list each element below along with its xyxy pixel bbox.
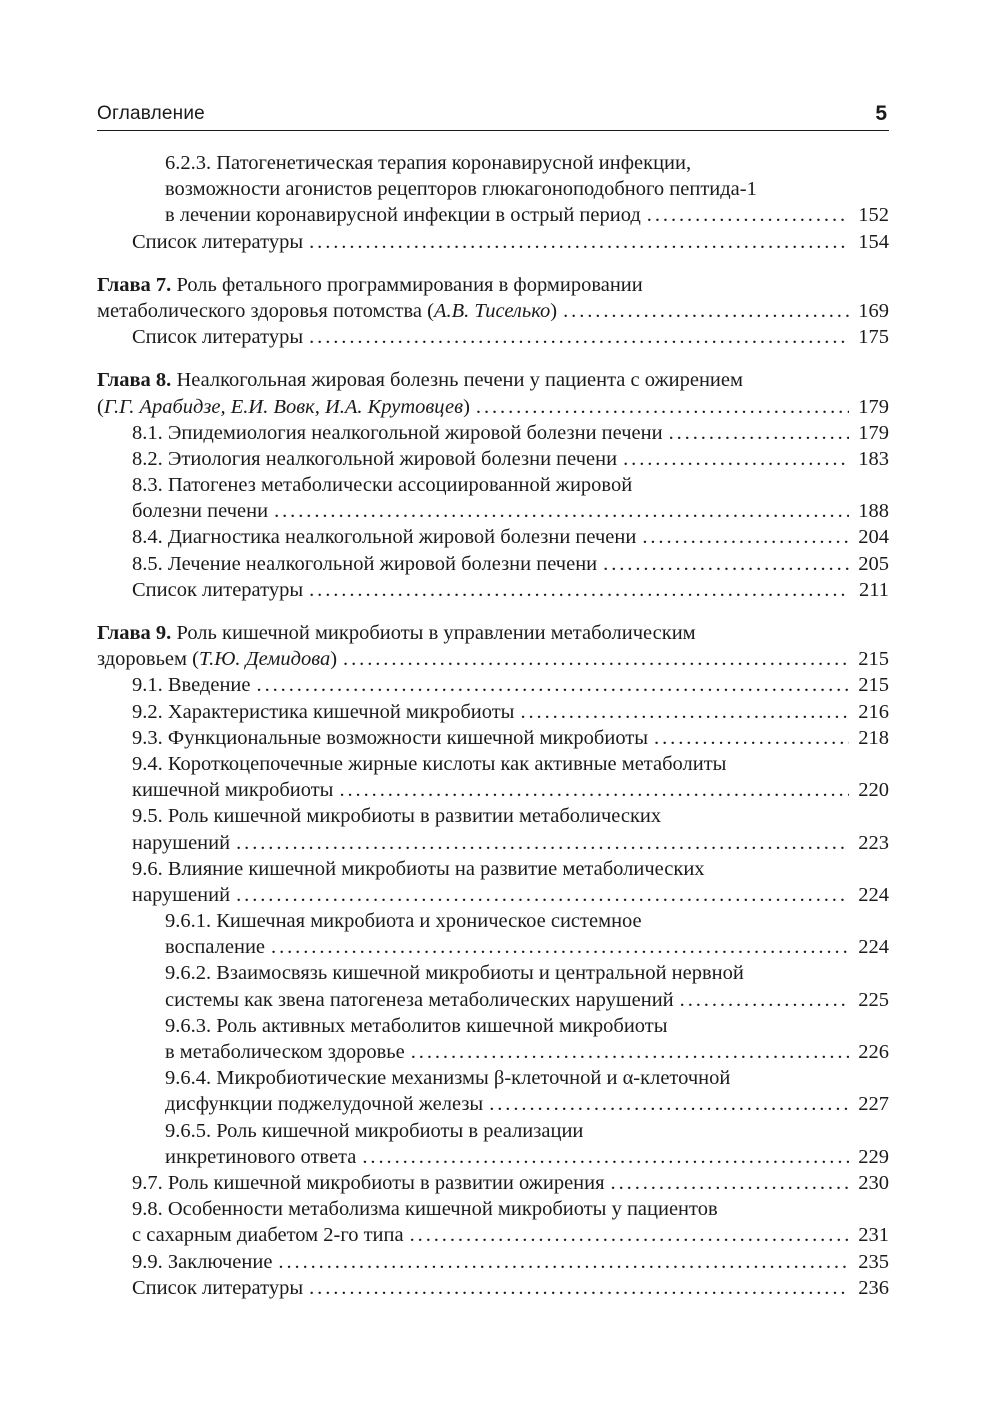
dot-leader (647, 202, 849, 228)
toc-entry-8-4[interactable]: 8.4. Диагностика неалкогольной жировой болезни печени . . . 204 (97, 524, 889, 550)
page-ref: 205 (858, 552, 889, 575)
dot-leader (563, 298, 849, 324)
page-ref: 229 (858, 1145, 889, 1168)
dot-leader (309, 577, 849, 603)
toc-entry-9-6[interactable]: нарушений . . . 224 (97, 882, 889, 908)
page-ref: 175 (858, 326, 889, 349)
dot-leader (309, 324, 849, 350)
toc-entry-references-ch9[interactable]: Список литературы . . . 236 (97, 1275, 889, 1301)
page-ref: 204 (858, 526, 889, 549)
toc-entry-9-8-line-1: 9.8. Особенности метаболизма кишечной микробиоты у пациентов (132, 1198, 718, 1221)
section-title: Оглавление (97, 103, 205, 124)
toc-chapter-9-line-1[interactable]: Глава 9. Роль кишечной микробиоты в управлении метаболическим (97, 622, 696, 644)
toc-entry-9-1[interactable]: 9.1. Введение . . . 215 (97, 672, 889, 698)
toc-entry-6-2-3-line-1: 6.2.3. Патогенетическая терапия коронавирусной инфекции, (165, 152, 692, 174)
toc-entry-9-6-3[interactable]: в метаболическом здоровье . . . 226 (97, 1039, 889, 1065)
dot-leader (257, 672, 849, 698)
page-ref: 220 (858, 779, 889, 802)
chapter-label: Глава 7. (97, 273, 172, 296)
toc-block-chapter-6-continued (97, 150, 889, 255)
page-ref: 225 (858, 988, 889, 1011)
toc-entry-9-8[interactable]: с сахарным диабетом 2-го типа . . . 231 (97, 1222, 889, 1248)
toc-entry-9-6-1-line-1: 9.6.1. Кишечная микробиота и хроническое системное (165, 910, 642, 933)
toc-entry-8-5[interactable]: 8.5. Лечение неалкогольной жировой болезни печени . . . 205 (97, 551, 889, 577)
chapter-author: Т.Ю. Демидова (198, 648, 331, 671)
page-ref: 211 (859, 578, 889, 601)
table-of-contents (97, 150, 889, 1318)
dot-leader (611, 1170, 849, 1196)
dot-leader (680, 987, 849, 1013)
dot-leader (669, 420, 849, 446)
dot-leader (489, 1091, 849, 1117)
page-ref: 179 (858, 421, 889, 444)
toc-entry-9-4[interactable]: кишечной микробиоты . . . 220 (97, 777, 889, 803)
toc-entry-9-2[interactable]: 9.2. Характеристика кишечной микробиоты . . . 216 (97, 699, 889, 725)
dot-leader (654, 725, 849, 751)
dot-leader (362, 1144, 849, 1170)
chapter-author: А.В. Тиселько (433, 299, 551, 322)
dot-leader (343, 646, 849, 672)
toc-block-chapter-8 (97, 367, 889, 603)
dot-leader (271, 934, 849, 960)
toc-entry-references-ch7[interactable]: Список литературы . . . 175 (97, 324, 889, 350)
dot-leader (309, 1275, 849, 1301)
page-ref: 236 (858, 1276, 889, 1299)
page-ref: 215 (858, 674, 889, 697)
toc-entry-6-2-3-line-2: возможности агонистов рецепторов глюкагоноподобного пептида-1 (165, 178, 757, 201)
page-ref: 231 (858, 1224, 889, 1247)
dot-leader (642, 524, 849, 550)
toc-entry-9-7[interactable]: 9.7. Роль кишечной микробиоты в развитии ожирения . . . 230 (97, 1170, 889, 1196)
toc-entry-9-3[interactable]: 9.3. Функциональные возможности кишечной микробиоты . . . 218 (97, 725, 889, 751)
page-ref: 235 (858, 1250, 889, 1273)
toc-entry-8-1[interactable]: 8.1. Эпидемиология неалкогольной жировой болезни печени . . . 179 (97, 420, 889, 446)
toc-chapter-7-line-1[interactable]: Глава 7. Роль фетального программирования в формировании (97, 273, 643, 296)
toc-block-chapter-7 (97, 272, 889, 351)
dot-leader (411, 1039, 849, 1065)
dot-leader (603, 551, 849, 577)
dot-leader (339, 777, 849, 803)
running-head (97, 101, 889, 131)
toc-entry-9-6-5-line-1: 9.6.5. Роль кишечной микробиоты в реализации (165, 1119, 584, 1142)
toc-entry-9-6-2-line-1: 9.6.2. Взаимосвязь кишечной микробиоты и центральной нервной (165, 962, 744, 985)
toc-entry-references-ch8[interactable]: Список литературы . . . 211 (97, 577, 889, 603)
toc-chapter-7[interactable]: метаболического здоровья потомства (А.В. Тиселько) . . . 169 (97, 298, 889, 324)
page-ref: 223 (858, 831, 889, 854)
page-ref: 154 (858, 230, 889, 253)
dot-leader (236, 882, 849, 908)
toc-entry-6-2-3[interactable]: в лечении коронавирусной инфекции в острый период . . . 152 (97, 202, 889, 228)
chapter-author: Г.Г. Арабидзе, Е.И. Вовк, И.А. Крутовцев (103, 395, 464, 418)
toc-entry-9-6-4-line-1: 9.6.4. Микробиотические механизмы β-клеточной и α-клеточной (165, 1067, 731, 1090)
dot-leader (236, 830, 849, 856)
dot-leader (278, 1249, 849, 1275)
toc-entry-9-6-line-1: 9.6. Влияние кишечной микробиоты на развитие метаболических (132, 857, 705, 880)
toc-entry-8-3-line-1: 8.3. Патогенез метаболически ассоциированной жировой (132, 474, 633, 497)
page-ref: 230 (858, 1171, 889, 1194)
toc-entry-9-6-3-line-1: 9.6.3. Роль активных метаболитов кишечной микробиоты (165, 1014, 668, 1037)
toc-entry-9-6-1[interactable]: воспаление . . . 224 (97, 934, 889, 960)
page-number: 5 (875, 102, 887, 125)
dot-leader (623, 446, 849, 472)
toc-block-chapter-9 (97, 620, 889, 1301)
page-ref: 152 (858, 204, 889, 227)
page-ref: 183 (858, 447, 889, 470)
header-rule (97, 130, 889, 131)
toc-chapter-8[interactable]: (Г.Г. Арабидзе, Е.И. Вовк, И.А. Крутовцев) . . . 179 (97, 394, 889, 420)
page-ref: 188 (858, 500, 889, 523)
toc-entry-9-5-line-1: 9.5. Роль кишечной микробиоты в развитии метаболических (132, 805, 662, 828)
dot-leader (476, 394, 849, 420)
dot-leader (274, 498, 849, 524)
page-ref: 179 (858, 395, 889, 418)
toc-entry-9-6-2[interactable]: системы как звена патогенеза метаболических нарушений . . . 225 (97, 987, 889, 1013)
dot-leader (520, 699, 849, 725)
toc-entry-9-9[interactable]: 9.9. Заключение . . . 235 (97, 1249, 889, 1275)
dot-leader (410, 1222, 849, 1248)
toc-entry-8-2[interactable]: 8.2. Этиология неалкогольной жировой болезни печени . . . 183 (97, 446, 889, 472)
page-ref: 218 (858, 726, 889, 749)
toc-entry-9-6-5[interactable]: инкретинового ответа . . . 229 (97, 1144, 889, 1170)
toc-chapter-9[interactable]: здоровьем (Т.Ю. Демидова) . . . 215 (97, 646, 889, 672)
page-ref: 227 (858, 1093, 889, 1116)
page-ref: 216 (858, 700, 889, 723)
toc-entry-8-3[interactable]: болезни печени . . . 188 (97, 498, 889, 524)
page-ref: 169 (858, 299, 889, 322)
page-ref: 224 (858, 883, 889, 906)
page-ref: 226 (858, 1041, 889, 1063)
toc-chapter-8-line-1[interactable]: Глава 8. Неалкогольная жировая болезнь печени у пациента с ожирением (97, 369, 743, 392)
toc-entry-9-4-line-1: 9.4. Короткоцепочечные жирные кислоты как активные метаболиты (132, 752, 727, 775)
page-ref: 224 (858, 936, 889, 959)
dot-leader (309, 229, 849, 255)
toc-entry-references-ch6[interactable]: Список литературы . . . 154 (97, 229, 889, 255)
chapter-label: Глава 8. (97, 369, 172, 392)
toc-entry-9-6-4[interactable]: дисфункции поджелудочной железы . . . 227 (97, 1091, 889, 1117)
page-ref: 215 (858, 648, 889, 671)
chapter-label: Глава 9. (97, 622, 172, 644)
toc-entry-9-5[interactable]: нарушений . . . 223 (97, 830, 889, 856)
